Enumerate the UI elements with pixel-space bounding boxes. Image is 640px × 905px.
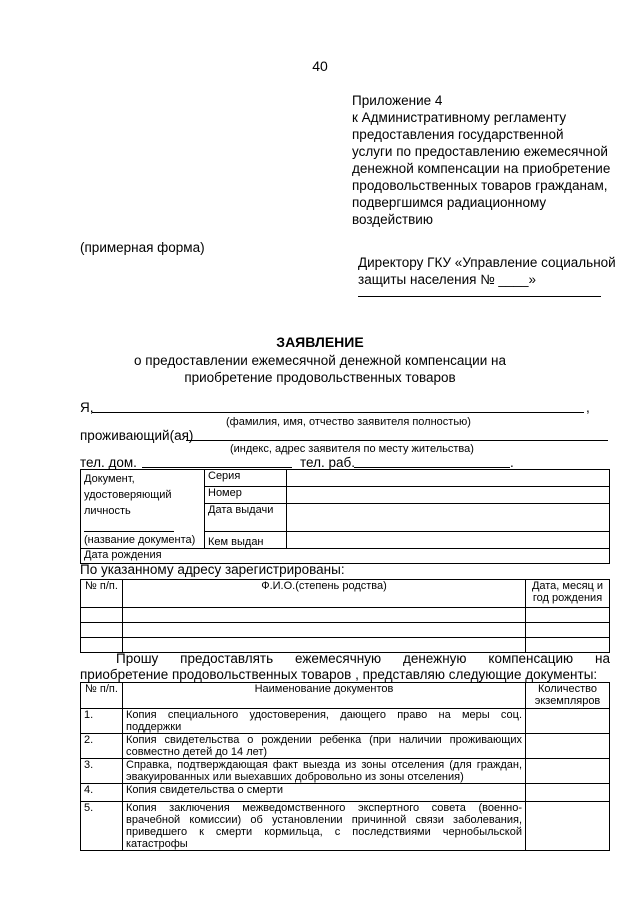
appendix-line: денежной компенсации на приобретение — [352, 161, 611, 176]
phone-work-label: тел. раб. — [300, 455, 355, 470]
table-cell[interactable] — [81, 608, 123, 623]
doc-name-hint: (название документа) — [84, 534, 196, 546]
document-name: Копия свидетельства о смерти — [123, 784, 526, 802]
doc-label: Документ, — [84, 473, 135, 485]
full-name-field[interactable] — [92, 412, 584, 413]
director-signature-line[interactable] — [358, 296, 601, 297]
registered-heading: По указанному адресу зарегистрированы: — [80, 562, 345, 577]
series-label: Серия — [205, 470, 287, 487]
issue-date-label: Дата выдачи — [205, 504, 287, 532]
document-name: Копия свидетельства о рождении ребенка (при наличии проживающих совместно детей до 14 лет) — [123, 734, 526, 759]
doc-type-cell — [81, 470, 205, 549]
director-line-1: Директору ГКУ «Управление социальной — [358, 255, 616, 270]
appendix-line: предоставления государственной — [352, 127, 564, 142]
appendix-line: продовольственных товаров гражданам, — [352, 178, 608, 193]
row-number: 5. — [81, 802, 123, 851]
address-field[interactable] — [186, 440, 608, 441]
doc-col-no-header: № п/п. — [81, 683, 123, 709]
col-date-header: Дата, месяц и год рождения — [526, 580, 610, 608]
row-number: 3. — [81, 759, 123, 784]
name-hint: (фамилия, имя, отчество заявителя полностью) — [226, 416, 471, 428]
doc-col-name-header: Наименование документов — [123, 683, 526, 709]
table-row — [81, 802, 610, 851]
name-comma: , — [586, 400, 590, 415]
number-field[interactable] — [287, 487, 610, 504]
doc-label: удостоверяющий — [84, 489, 172, 501]
row-number: 2. — [81, 734, 123, 759]
birth-date-label: Дата рождения — [84, 549, 162, 561]
residing-label: проживающий(ая) — [80, 428, 194, 443]
appendix-line: Приложение 4 — [352, 93, 443, 108]
quantity-field[interactable] — [526, 784, 610, 802]
quantity-field[interactable] — [526, 802, 610, 851]
appendix-line: воздействию — [352, 212, 433, 227]
col-no-header: № п/п. — [81, 580, 123, 608]
row-number: 4. — [81, 784, 123, 802]
request-paragraph: Прошу предоставлять ежемесячную денежную компенсацию на приобретение продовольственных товаров , представляю следующие документы: — [80, 651, 610, 682]
phone-home-label: тел. дом. — [80, 455, 137, 470]
doc-name-field[interactable] — [84, 519, 174, 532]
appendix-line: подвергшимся радиационному — [352, 195, 547, 210]
document-name: Копия специального удостоверения, дающего право на меры соц. поддержки — [123, 709, 526, 734]
i-label: Я, — [80, 400, 94, 415]
col-name-header: Ф.И.О.(степень родства) — [123, 580, 526, 608]
table-row — [81, 784, 610, 802]
doc-col-qty-header: Количество экземпляров — [526, 683, 610, 709]
phone-work-field[interactable] — [354, 467, 510, 468]
quantity-field[interactable] — [526, 709, 610, 734]
director-address — [358, 254, 628, 288]
table-row — [81, 734, 610, 759]
registered-table — [80, 579, 610, 653]
table-cell[interactable] — [123, 623, 526, 638]
appendix-line: к Административному регламенту — [352, 110, 567, 125]
quantity-field[interactable] — [526, 734, 610, 759]
series-field[interactable] — [287, 470, 610, 487]
table-row — [81, 759, 610, 784]
director-line-2: защиты населения № ____» — [358, 272, 536, 287]
table-row — [81, 709, 610, 734]
address-hint: (индекс, адрес заявителя по месту жительства) — [230, 443, 474, 455]
row-number: 1. — [81, 709, 123, 734]
document-name: Копия заключения межведомственного экспертного совета (военно-врачебной комиссии) об установлении причинной связи заболевания, приведшего к смерти кормильца, с последствиями чернобыльской катастрофы — [123, 802, 526, 851]
document-name: Справка, подтверждающая факт выезда из зоны отселения (для граждан, эвакуированных или выехавших добровольно из зоны отселения) — [123, 759, 526, 784]
appendix-header — [352, 92, 622, 228]
table-cell[interactable] — [81, 623, 123, 638]
issued-by-field[interactable] — [287, 531, 610, 548]
issued-by-label: Кем выдан — [205, 531, 287, 548]
table-cell[interactable] — [526, 623, 610, 638]
phone-dot: . — [510, 455, 514, 470]
quantity-field[interactable] — [526, 759, 610, 784]
appendix-line: услуги по предоставлению ежемесячной — [352, 144, 608, 159]
document-subtitle: о предоставлении ежемесячной денежной компенсации на приобретение продовольственных товаров — [134, 353, 506, 385]
documents-table — [80, 682, 610, 851]
sample-form-label: (примерная форма) — [80, 240, 205, 255]
table-cell[interactable] — [123, 608, 526, 623]
doc-label: личность — [84, 505, 131, 517]
table-cell[interactable] — [526, 608, 610, 623]
page-number: 40 — [312, 58, 328, 74]
issue-date-field[interactable] — [287, 504, 610, 532]
document-title: ЗАЯВЛЕНИЕ — [276, 334, 364, 350]
phone-home-field[interactable] — [142, 467, 292, 468]
number-label: Номер — [205, 487, 287, 504]
id-document-table — [80, 469, 610, 564]
